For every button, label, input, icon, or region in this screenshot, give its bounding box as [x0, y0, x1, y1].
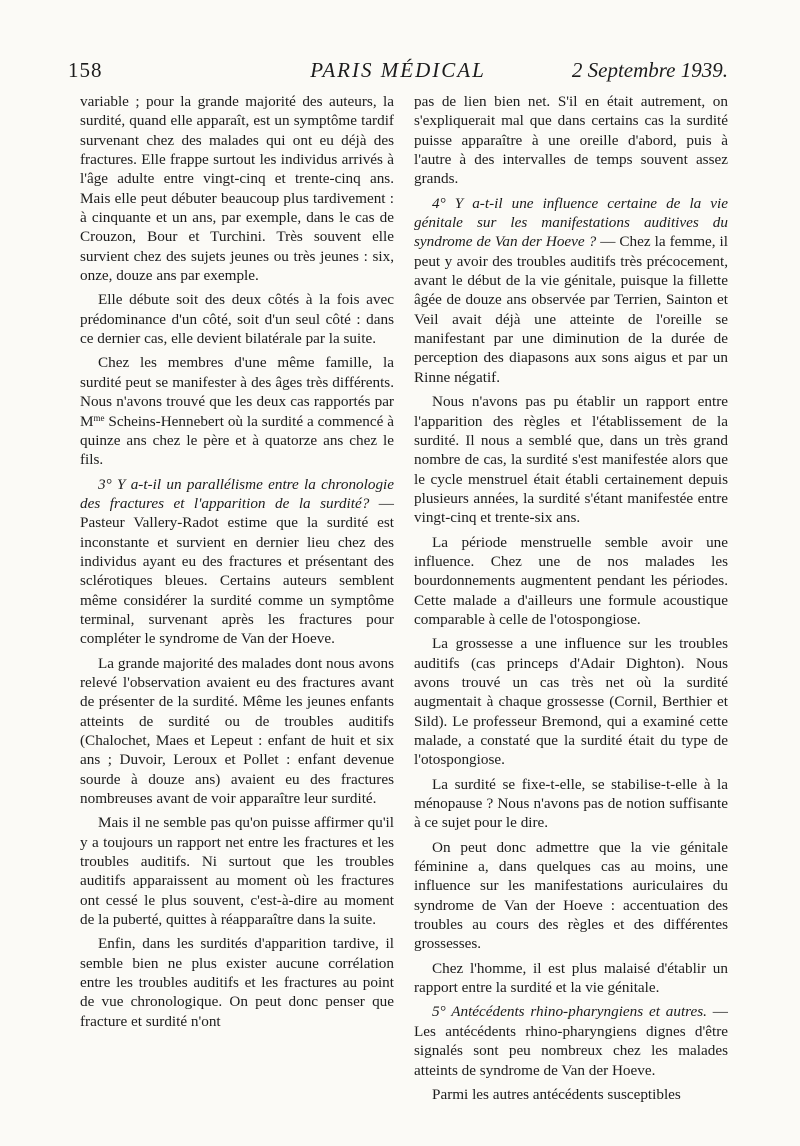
- paragraph: La période menstruelle semble avoir une influence. Chez une de nos malades les bourdonnements augmentent pendant les périodes. Cette malade a d'ailleurs une formule acoustique comparable à celle de l'otospongiose.: [414, 533, 728, 628]
- paragraph: Nous n'avons pas pu établir un rapport entre l'apparition des règles et l'établissement de la surdité. Il nous a semblé que, dans un très grand nombre de cas, la surdité s'est manifestée alors que le cycle menstruel était établi certainement depuis plusieurs années, la surdité s'étant manifestée entre vingt-cinq et trente-six ans.: [414, 393, 728, 527]
- section-heading: 4° Y a-t-il une influence certaine de la vie génitale sur les manifestations auditives du syndrome de Van der Hoeve ?: [414, 194, 728, 251]
- section-paragraph: [414, 194, 728, 387]
- paragraph: La surdité se fixe-t-elle, se stabilise-t-elle à la ménopause ? Nous n'avons pas de notion suffisante à ce sujet pour le dire.: [414, 775, 728, 832]
- paragraph: Elle débute soit des deux côtés à la fois avec prédominance d'un côté, soit d'un seul côté : dans ce dernier cas, elle devient bilatérale par la suite.: [80, 291, 394, 348]
- section-heading: 5° Antécédents rhino-pharyngiens et autres.: [432, 1003, 707, 1021]
- paragraph-text: — Pasteur Vallery-Radot estime que la surdité est inconstante et survient en dernier lieu chez des individus ayant eu des fractures et présentant des sclérotiques bleues. Certains auteurs semblent même considérer la surdité comme un symptôme terminal, survenant après les fractures pour compléter le syndrome de Van der Hoeve.: [80, 494, 394, 648]
- paragraph: [80, 353, 394, 469]
- left-column: [80, 92, 394, 1031]
- paragraph: Mais il ne semble pas qu'on puisse affirmer qu'il y a toujours un rapport net entre les fractures et les troubles auditifs. Ni surtout que les troubles auditifs apparaissent au moment où les fractures ont cessé le plus souvent, c'est-à-dire au moment de la puberté, quittes à réapparaître dans la suite.: [80, 814, 394, 929]
- section-heading: 3° Y a-t-il un parallélisme entre la chronologie des fractures et l'apparition de la surdité?: [80, 475, 394, 512]
- right-column: [414, 92, 728, 1104]
- paragraph: On peut donc admettre que la vie génitale féminine a, dans quelques cas au moins, une influence sur les manifestations auriculaires du syndrome de Van der Hoeve : accentuation des troubles au cours des règles et des différentes grossesses.: [414, 838, 728, 953]
- paragraph: pas de lien bien net. S'il en était autrement, on s'expliquerait mal que dans certains cas la surdité puisse apparaître à une oreille d'abord, puis à l'autre à des intervalles de temps souvent assez grands.: [414, 93, 728, 188]
- paragraph-text: Scheins-Hennebert où la surdité a commencé à quinze ans chez le père et à quatorze ans chez le fils.: [80, 412, 394, 469]
- page-number: 158: [68, 58, 103, 82]
- running-header: [68, 58, 728, 88]
- paragraph: Parmi les autres antécédents susceptibles: [432, 1085, 681, 1103]
- paragraph-text: Chez les membres d'une même famille, la surdité peut se manifester à des âges très différents. Nous n'avons trouvé que les deux cas rapportés par M: [80, 354, 394, 430]
- issue-date: 2 Septembre 1939.: [571, 58, 728, 82]
- paragraph: Enfin, dans les surdités d'apparition tardive, il semble bien ne plus exister aucune corrélation entre les troubles auditifs et les fractures au point de vue chronologique. On peut donc penser que fracture et surdité n'ont: [80, 935, 394, 1030]
- paragraph: La grossesse a une influence sur les troubles auditifs (cas princeps d'Adair Dighton). Nous avons trouvé un cas très net où la surdité augmentait à chaque grossesse (Cornil, Berthier et Sild). Le professeur Bremond, qui a examiné cette malade, a constaté que la surdité était du type de l'otospongiose.: [414, 635, 728, 769]
- paragraph: variable ; pour la grande majorité des auteurs, la surdité, quand elle apparaît, est un symptôme tardif survenant chez des malades qui ont eu déjà des fractures. Elle frappe surtout les individus arrivés à l'âge adulte entre vingt-cinq et trente-cinq ans. Mais elle peut débuter beaucoup plus tardivement : à cinquante et un ans, par exemple, dans le cas de Crouzon, Bour et Turchini. Très souvent elle survient chez des sujets jeunes ou très jeunes : six, onze, douze ans par exemple.: [80, 93, 394, 285]
- paragraph: La grande majorité des malades dont nous avons relevé l'observation avaient eu des fractures avant de présenter de la surdité. Même les jeunes enfants atteints de surdité ou de troubles auditifs (Chalochet, Maes et Lepeut : enfant de huit et six ans ; Duvoir, Leroux et Pollet : enfant devenue sourde à douze ans) avaient eu des fractures nombreuses avant de voir apparaître leur surdité.: [80, 654, 394, 808]
- paragraph-text: — Les antécédents rhino-pharyngiens dignes d'être signalés sont peu nombreux chez les malades atteints de syndrome de Van der Hoeve.: [414, 1003, 728, 1079]
- journal-title: PARIS MÉDICAL: [310, 58, 486, 82]
- section-paragraph: [414, 1002, 728, 1079]
- section-paragraph: [80, 475, 394, 649]
- superscript: me: [93, 412, 105, 423]
- paragraph: Chez l'homme, il est plus malaisé d'établir un rapport entre la surdité et la vie génitale.: [414, 959, 728, 997]
- paragraph-text: — Chez la femme, il peut y avoir des troubles auditifs très précocement, avant le début de la vie génitale, puisque la fillette âgée de douze ans observée par Terrien, Sainton et Veil avait déjà une atteinte de l'oreille se manifestant par une diminution de la durée de perception des diapasons aux sons aigus et par un Rinne négatif.: [414, 233, 728, 386]
